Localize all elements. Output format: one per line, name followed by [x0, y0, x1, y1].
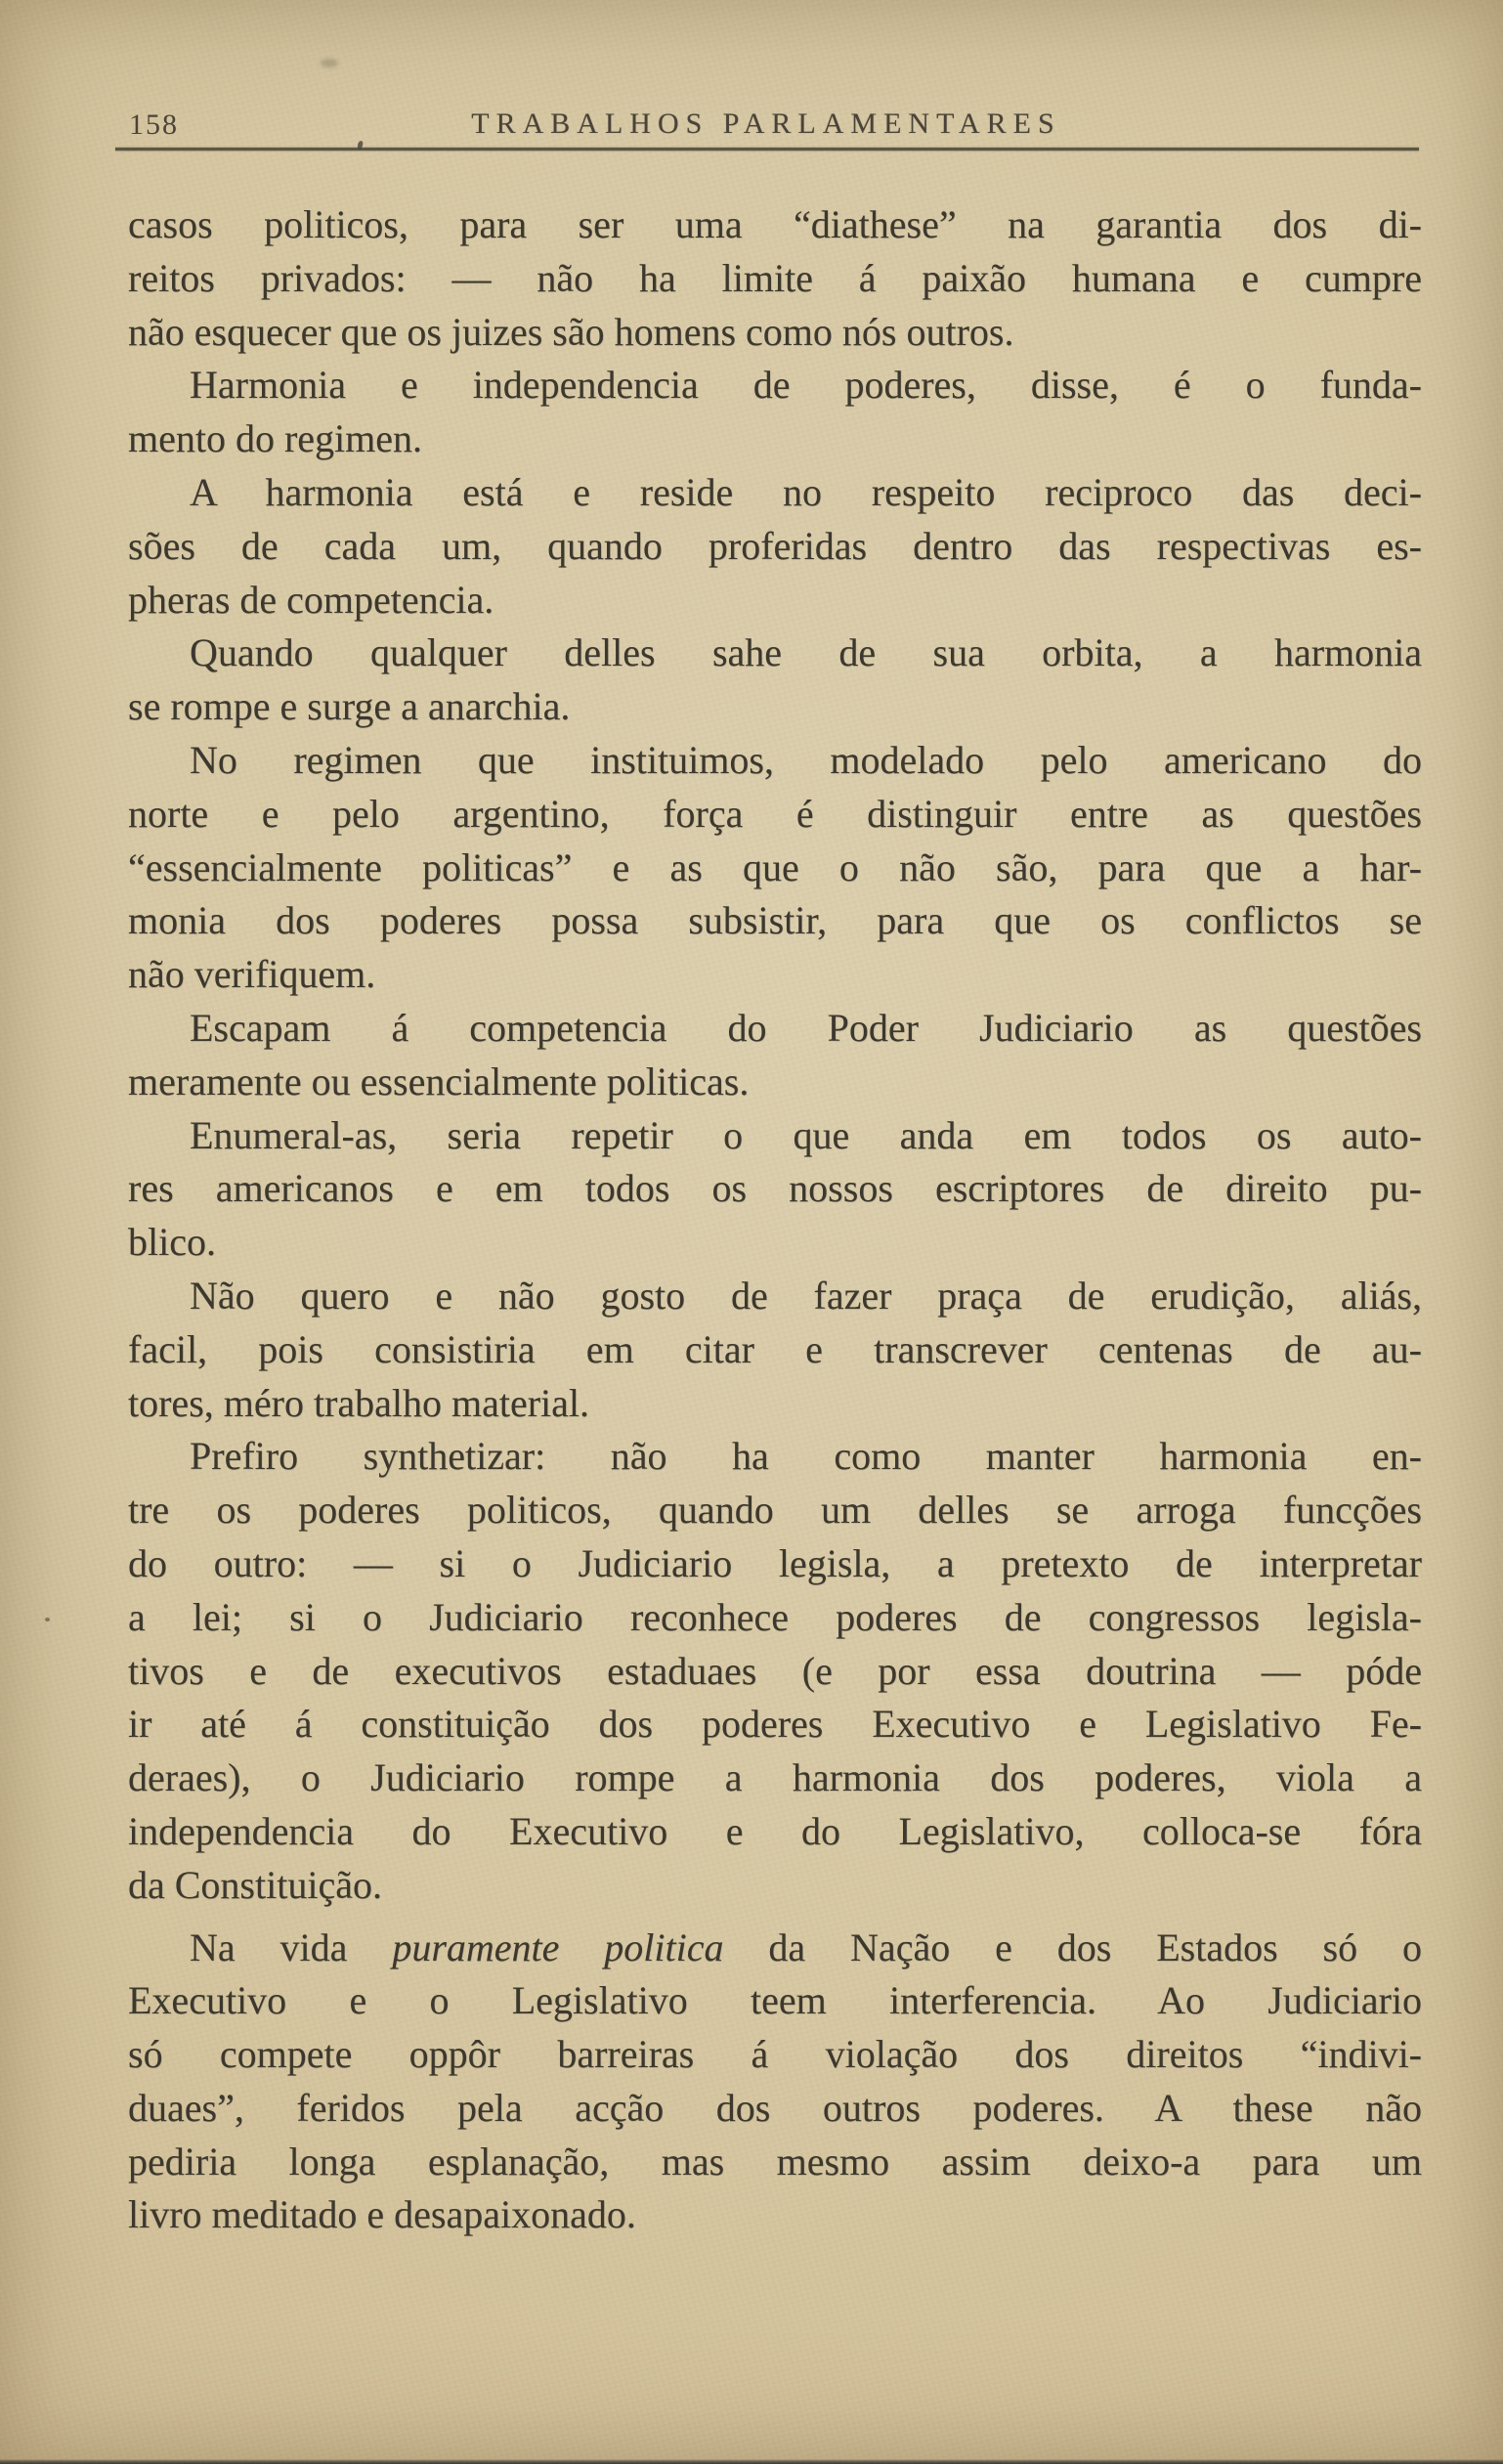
text-line	[128, 520, 1422, 574]
text-segment: do outro: — si o Judiciario legisla, a pretexto de interpretar	[128, 1540, 1422, 1585]
text-line	[128, 1109, 1422, 1163]
text-line	[128, 734, 1422, 788]
text-line	[128, 2188, 1422, 2242]
text-segment: tivos e de executivos estaduaes (e por essa doutrina — póde	[128, 1648, 1422, 1693]
text-segment: monia dos poderes possa subsistir, para que os conflictos se	[128, 898, 1422, 943]
text-segment: Não quero e não gosto de fazer praça de erudição, aliás,	[190, 1273, 1422, 1318]
text-line	[128, 894, 1422, 948]
text-line	[128, 1162, 1422, 1216]
paragraph	[128, 1270, 1422, 1430]
text-segment: Harmonia e independencia de poderes, disse, é o funda-	[190, 363, 1422, 408]
page-number: 158	[129, 108, 179, 141]
text-segment: blico.	[128, 1220, 216, 1265]
text-line	[128, 1537, 1422, 1591]
text-line	[128, 1645, 1422, 1699]
text-line	[128, 1859, 1422, 1913]
text-line	[128, 252, 1422, 306]
paragraph	[128, 627, 1422, 734]
running-header	[115, 106, 1417, 145]
page-text	[128, 198, 1422, 2242]
text-line	[128, 1805, 1422, 1859]
text-segment: mento do regimen.	[128, 416, 423, 461]
text-line	[128, 842, 1422, 895]
text-line	[128, 1377, 1422, 1431]
text-line	[128, 1430, 1422, 1484]
text-segment: No regimen que instituimos, modelado pelo americano do	[190, 737, 1422, 782]
text-segment: norte e pelo argentino, força é distinguir entre as questões	[128, 791, 1422, 836]
paragraph	[128, 359, 1422, 466]
text-line	[128, 627, 1422, 680]
paragraph	[128, 1002, 1422, 1109]
paragraph	[128, 1922, 1422, 2243]
text-segment: independencia do Executivo e do Legislativo, colloca-se fóra	[128, 1808, 1422, 1853]
text-line	[128, 1698, 1422, 1751]
text-line	[128, 788, 1422, 842]
text-segment: meramente ou essencialmente politicas.	[128, 1059, 750, 1103]
text-line	[128, 1056, 1422, 1109]
text-segment: facil, pois consistiria em citar e transcrever centenas de au-	[128, 1326, 1422, 1371]
text-segment: da Nação e dos Estados só o	[723, 1924, 1423, 1969]
text-line	[128, 574, 1422, 627]
text-segment: não esquecer que os juizes são homens como nós outros.	[128, 309, 1014, 354]
italic-text: puramente politica	[392, 1924, 724, 1969]
text-line	[128, 1591, 1422, 1645]
text-line	[128, 2136, 1422, 2189]
text-segment: sões de cada um, quando proferidas dentro das respectivas es-	[128, 523, 1422, 568]
text-segment: reitos privados: — não ha limite á paixão humana e cumpre	[128, 255, 1422, 300]
text-segment: Enumeral-as, seria repetir o que anda em todos os auto-	[190, 1112, 1422, 1157]
text-segment: ir até á constituição dos poderes Executivo e Legislativo Fe-	[128, 1702, 1422, 1747]
text-segment: casos politicos, para ser uma “diathese” na garantia dos di-	[128, 202, 1422, 246]
text-segment: A harmonia está e reside no respeito reciproco das deci-	[190, 469, 1422, 514]
text-line	[128, 198, 1422, 252]
text-line	[128, 412, 1422, 466]
paragraph	[128, 466, 1422, 627]
text-segment: res americanos e em todos os nossos escriptores de direito pu-	[128, 1166, 1422, 1211]
header-title: TRABALHOS PARLAMENTARES	[471, 108, 1061, 140]
text-segment: livro meditado e desapaixonado.	[128, 2192, 636, 2237]
text-segment: só compete oppôr barreiras á violação dos direitos “indivi-	[128, 2032, 1422, 2077]
text-segment: pheras de competencia.	[128, 577, 494, 622]
text-line	[128, 1751, 1422, 1805]
text-segment: se rompe e surge a anarchia.	[128, 684, 571, 729]
paragraph	[128, 1430, 1422, 1912]
text-segment: Quando qualquer delles sahe de sua orbita, a harmonia	[190, 630, 1422, 675]
text-line	[128, 948, 1422, 1002]
text-line	[128, 1002, 1422, 1056]
text-segment: tre os poderes politicos, quando um delles se arroga funcções	[128, 1488, 1422, 1533]
text-line	[128, 1922, 1422, 1975]
text-line	[128, 680, 1422, 734]
text-segment: Executivo e o Legislativo teem interferencia. Ao Judiciario	[128, 1978, 1422, 2023]
text-line	[128, 2028, 1422, 2082]
text-segment: duaes”, feridos pela acção dos outros poderes. A these não	[128, 2085, 1422, 2130]
text-line	[128, 1484, 1422, 1537]
text-segment: a lei; si o Judiciario reconhece poderes de congressos legisla-	[128, 1594, 1422, 1639]
text-segment: “essencialmente politicas” e as que o não são, para que a har-	[128, 844, 1422, 889]
paragraph	[128, 734, 1422, 1002]
text-line	[128, 466, 1422, 520]
text-line	[128, 2082, 1422, 2136]
text-line	[128, 1270, 1422, 1323]
paragraph	[128, 1109, 1422, 1270]
text-line	[128, 1216, 1422, 1270]
text-segment: não verifiquem.	[128, 952, 376, 997]
text-segment: Prefiro synthetizar: não ha como manter harmonia en-	[190, 1434, 1422, 1479]
text-line	[128, 306, 1422, 360]
ink-speck	[45, 1618, 50, 1621]
text-segment: deraes), o Judiciario rompe a harmonia dos poderes, viola a	[128, 1755, 1422, 1800]
header-rule	[115, 148, 1419, 151]
text-segment: tores, méro trabalho material.	[128, 1380, 590, 1425]
text-line	[128, 359, 1422, 412]
text-segment: pediria longa esplanação, mas mesmo assim deixo-a para um	[128, 2139, 1422, 2183]
ink-smudge	[321, 59, 338, 67]
text-segment: Escapam á competencia do Poder Judiciario as questões	[190, 1005, 1422, 1050]
text-line	[128, 1323, 1422, 1377]
text-segment: da Constituição.	[128, 1862, 382, 1907]
text-segment: Na vida	[190, 1924, 393, 1969]
paragraph	[128, 198, 1422, 359]
scan-bottom-edge	[0, 2459, 1503, 2464]
text-line	[128, 1974, 1422, 2028]
